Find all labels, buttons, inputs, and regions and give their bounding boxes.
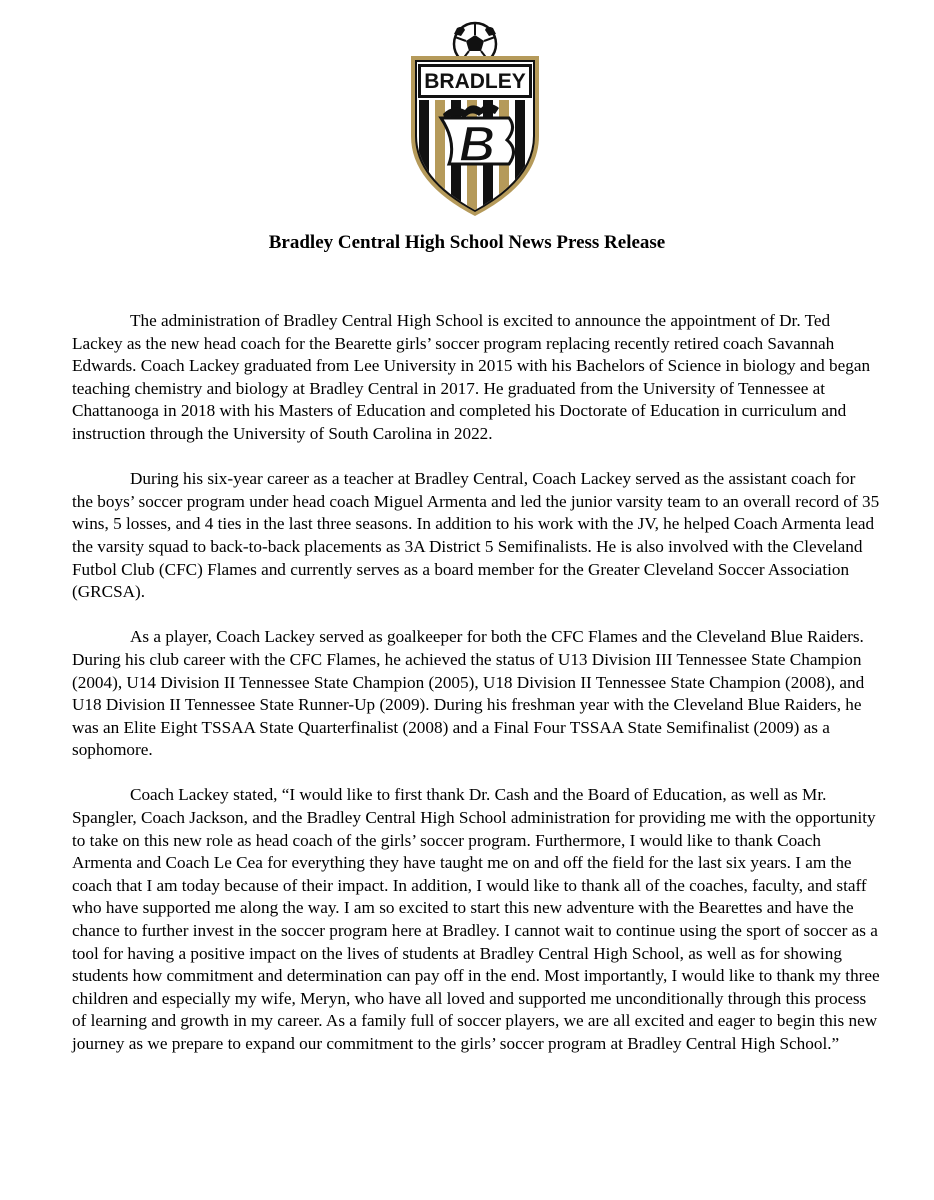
- paragraph-2: During his six-year career as a teacher at Bradley Central, Coach Lackey served as the assistant coach for the boys’ soccer program under head coach Miguel Armenta and led the junior varsity team to an overall record of 35 wins, 5 losses, and 4 ties in the last three seasons. In addition to his work with the JV, he helped Coach Armenta lead the varsity squad to back-to-back placements as 3A District 5 Semifinalists. He is also involved with the Cleveland Futbol Club (CFC) Flames and currently serves as a board member for the Greater Cleveland Soccer Association (GRCSA).: [72, 469, 880, 602]
- paragraph-3: As a player, Coach Lackey served as goalkeeper for both the CFC Flames and the Cleveland Blue Raiders. During his club career with the CFC Flames, he achieved the status of U13 Division III Tennessee State Champion (2004), U14 Division II Tennessee State Champion (2005), U18 Division II Tennessee State Champion (2008), and U18 Division II Tennessee State Runner-Up (2009). During his freshman year with the Cleveland Blue Raiders, he was an Elite Eight TSSAA State Quarterfinalist (2008) and a Final Four TSSAA State Semifinalist (2009) as a sophomore.: [72, 627, 865, 760]
- logo-wordmark: BRADLEY: [424, 70, 526, 93]
- page-title: Bradley Central High School News Press Release: [268, 232, 666, 253]
- press-release-body: [72, 310, 880, 1078]
- paragraph-4: Coach Lackey stated, “I would like to first thank Dr. Cash and the Board of Education, as well as Mr. Spangler, Coach Jackson, and the Bradley Central High School administration for providing me with the opportunity to take on this new role as head coach of the girls’ soccer program. Furthermore, I would like to thank Coach Armenta and Coach Le Cea for everything they have taught me on and off the field for the last six years. I am the coach that I am today because of their impact. In addition, I would like to thank all of the coaches, faculty, and staff who have supported me along the way. I am so excited to start this new adventure with the Bearettes and have the chance to further invest in the soccer program here at Bradley. I cannot wait to continue using the sport of soccer as a tool for having a positive impact on the lives of students at Bradley Central High School, as well as for showing students how commitment and determination can pay off in the end. Most importantly, I would like to thank my three children and especially my wife, Meryn, who have all loved and supported me unconditionally through this process of learning and growth in my career. As a family full of soccer players, we are all excited and eager to begin this new journey as we prepare to expand our commitment to the girls’ soccer program at Bradley Central High School.”: [72, 785, 880, 1053]
- soccer-shield-icon: [405, 18, 545, 218]
- bradley-soccer-logo: [405, 18, 545, 218]
- logo-letter: B: [458, 116, 496, 172]
- paragraph-1: The administration of Bradley Central High School is excited to announce the appointment of Dr. Ted Lackey as the new head coach for the Bearette girls’ soccer program replacing recently retired coach Savannah Edwards. Coach Lackey graduated from Lee University in 2015 with his Bachelors of Science in biology and began teaching chemistry and biology at Bradley Central in 2017. He graduated from the University of Tennessee at Chattanooga in 2018 with his Masters of Education and completed his Doctorate of Education in curriculum and instruction through the University of South Carolina in 2022.: [72, 311, 871, 443]
